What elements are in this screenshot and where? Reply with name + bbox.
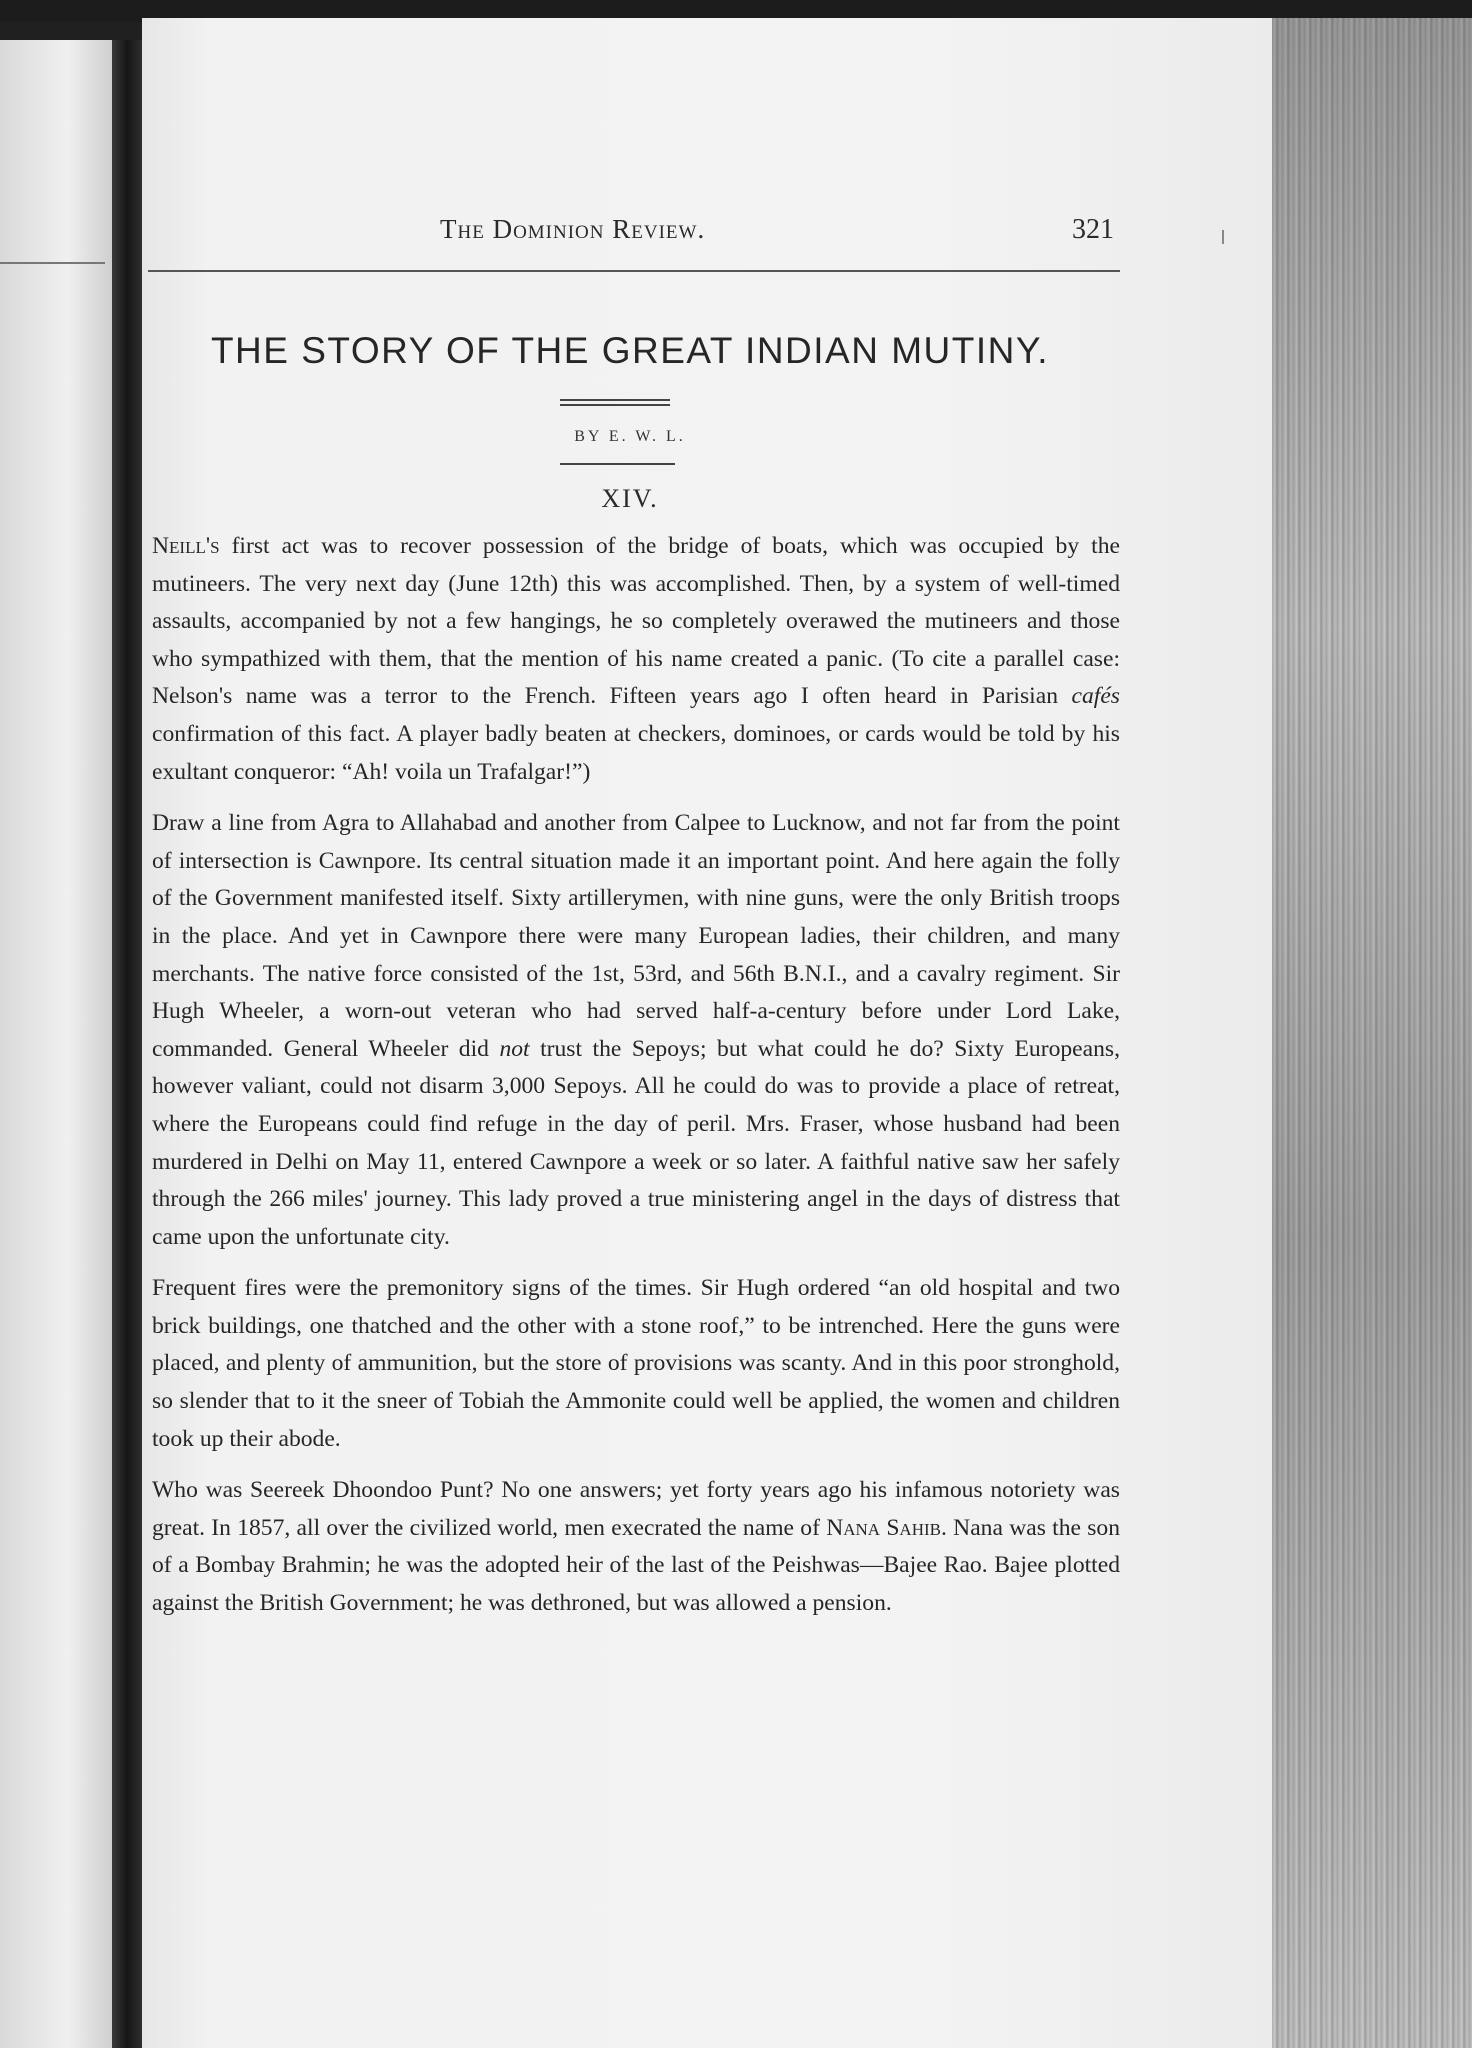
header-rule [148,270,1120,272]
paragraph-1-italic: cafés [1071,683,1120,710]
section-number: XIV. [601,484,659,513]
paragraph-1-text-a: first act was to recover possession of the bridge of boats, which was occupied by the mutineers. The very next day (June 12th) this was accomplished. Then, by a system of well-timed assaults, accompanied by not a few hangings, he so completely overawed the mutineers and those who sympathized with them, that the mention of his name created a panic. (To cite a parallel case: Nelson's name was a terror to the French. Fifteen years ago I often heard in Parisian [152,533,1120,710]
paragraph-1 [152,528,1120,791]
paragraph-2-italic: not [499,1035,530,1062]
paragraph-2-text-a: Draw a line from Agra to Allahabad and another from Calpee to Lucknow, and not far from the point of intersection is Cawnpore. Its central situation made it an important point. And here again the folly of the Government manifested itself. Sixty artillerymen, with nine guns, were the only British troops in the place. And yet in Cawnpore there were many European ladies, their children, and many merchants. The native force consisted of the 1st, 53rd, and 56th B.N.I., and a cavalry regiment. Sir Hugh Wheeler, a worn-out veteran who had served half-a-century before under Lord Lake, commanded. General Wheeler did [152,810,1120,1062]
byline: BY E. W. L. [574,428,686,445]
facing-page [0,40,112,2048]
paragraph-2-text-b: trust the Sepoys; but what could he do? Sixty Europeans, however valiant, could not disarm 3,000 Sepoys. All he could do was to provide a place of retreat, where the Europeans could find refuge in the day of peril. Mrs. Fraser, whose husband had been murdered in Delhi on May 11, entered Cawnpore a week or so later. A faithful native saw her safely through the 266 miles' journey. This lady proved a true ministering angel in the days of distress that came upon the unfortunate city. [152,1035,1120,1250]
lead-name: Neill's [152,533,220,559]
article-body [152,528,1120,1623]
running-head [152,214,1114,254]
paragraph-2 [152,805,1120,1256]
paragraph-3: Frequent fires were the premonitory signs of the times. Sir Hugh ordered “an old hospital and two brick buildings, one thatched and the other with a stone roof,” to be intrenched. Here the guns were placed, and plenty of ammunition, but the store of provisions was scanty. And in this poor stronghold, so slender that to it the sneer of Tobiah the Ammonite could well be applied, the women and children took up their abode. [152,1275,1120,1452]
article-title: THE STORY OF THE GREAT INDIAN MUTINY. [210,330,1050,371]
page-number: 321 [1072,214,1114,245]
paragraph-4 [152,1472,1120,1622]
facing-page-rule [0,262,105,264]
byline-rule [560,463,675,465]
title-rule-top [560,399,670,401]
paragraph-4-text-b: . Nana was the son of a Bombay Brahmin; he was the adopted heir of the last of the Peishwas—Bajee Rao. Bajee plotted against the British Government; he was dethroned, but was allowed a pension. [152,1514,1120,1617]
book-gutter [112,40,142,2048]
title-rule-bottom [560,404,670,406]
paragraph-4-text-a: Who was Seereek Dhoondoo Punt? No one answers; yet forty years ago his infamous notoriety was great. In 1857, all over the civilized world, men execrated the name of [152,1477,1120,1541]
page-edges-shade [1272,18,1472,2048]
journal-title: The Dominion Review. [440,214,706,244]
margin-mark [1222,230,1224,244]
paragraph-4-small-caps: Nana Sahib [826,1514,941,1541]
paragraph-1-text-b: confirmation of this fact. A player badly beaten at checkers, dominoes, or cards would be told by his exultant conqueror: “Ah! voila un Trafalgar!”) [152,720,1120,785]
